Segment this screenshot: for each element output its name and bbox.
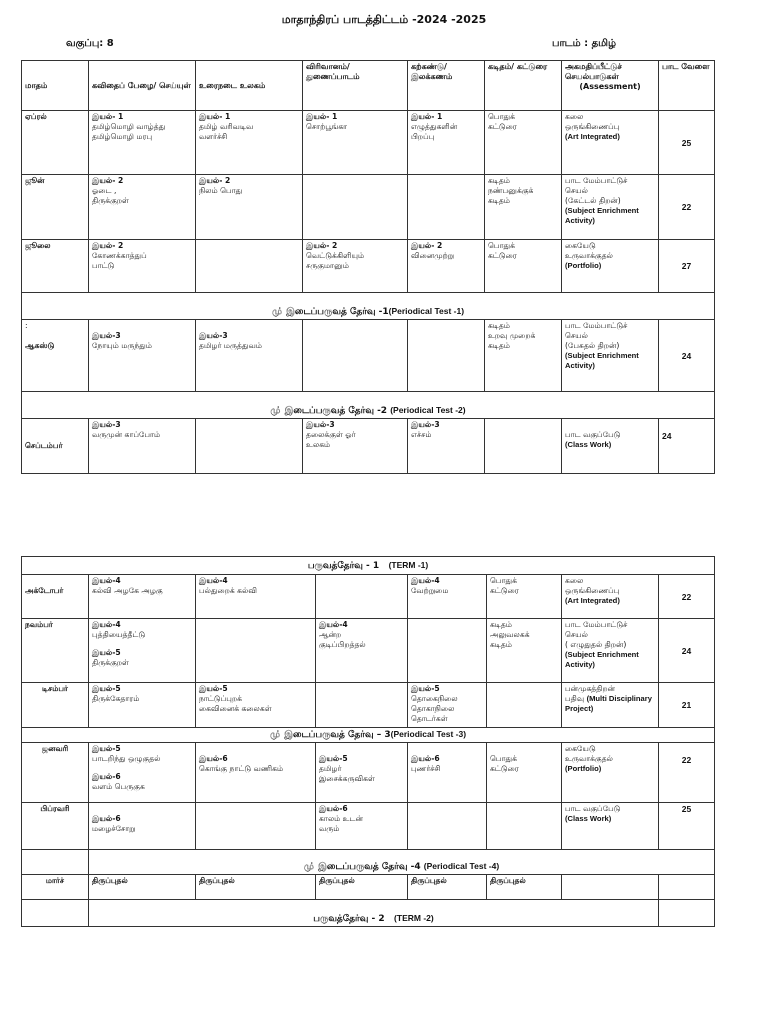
supplementary-cell (316, 683, 408, 728)
month-cell: நவம்பர் (22, 619, 89, 683)
term-1: பருவத்தேர்வு - 1 (TERM -1) (22, 557, 715, 575)
term-2: பருவத்தேர்வு - 2 (TERM -2) (89, 900, 659, 927)
assessment-cell: கலை ஒருங்கிணைப்பு (Art Integrated) (562, 575, 659, 619)
header-month: மாதம் (22, 61, 89, 111)
grammar-cell: இயல்-5 தொகைநிலை தொகாநிலை தொடர்கள் (408, 683, 487, 728)
periods-cell: 24 (659, 320, 715, 392)
month-cell: மார்ச் (22, 875, 89, 900)
poem-cell: இயல்-3 வருமுன் காப்போம் (89, 419, 196, 474)
periods-cell: 27 (659, 240, 715, 293)
table-row (22, 743, 715, 803)
header-assessment-en: (Assessment) (579, 82, 641, 91)
periods-cell: 22 (659, 175, 715, 240)
poem-cell: இயல்-4 கல்வி அழகே அழகு (89, 575, 196, 619)
supplementary-cell: திருப்புதல் (316, 875, 408, 900)
periodical-test-1: மு் இடைப்பருவத் தேர்வு -1(Periodical Test -1) (22, 293, 715, 320)
supplementary-cell: இயல்-3 தலைக்குள் ஓர் உலகம் (303, 419, 408, 474)
table-row (22, 619, 715, 683)
class-label: வகுப்பு: 8 (66, 38, 114, 49)
month-cell: ஜூலை (22, 240, 89, 293)
prose-cell: இயல்-3 தமிழர் மருத்துவம் (196, 320, 303, 392)
supplementary-cell (303, 320, 408, 392)
supplementary-cell: இயல்-6 காலம் உடன் வரும் (316, 803, 408, 850)
periods-cell: 24 (659, 619, 715, 683)
letter-cell (485, 419, 562, 474)
poem-cell: இயல்-5 திருக்கேதாரம் (89, 683, 196, 728)
assessment-cell: கையேடு உருவாக்குதல் (Portfolio) (562, 743, 659, 803)
grammar-cell: இயல்- 1 எழுத்துகளின் பிறப்பு (408, 111, 485, 175)
letter-cell (487, 803, 562, 850)
poem-cell: திருப்புதல் (89, 875, 196, 900)
table-row (22, 875, 715, 900)
supplementary-cell: இயல்-5 தமிழர் இசைக்கருவிகள் (316, 743, 408, 803)
table-row (22, 683, 715, 728)
header-assessment-ta: அகமதிப்பீட்டுச் செயல்பாடுகள் (565, 62, 622, 81)
poem-cell: இயல்- 2 கோணக்காத்துப் பாட்டு (89, 240, 196, 293)
header-periods: பாட வேளை (659, 61, 715, 111)
periods-cell: 21 (659, 683, 715, 728)
periodical-test-4: மு் இடைப்பருவத் தேர்வு -4 (Periodical Test -4) (89, 850, 715, 875)
grammar-cell: இயல்-3 எச்சம் (408, 419, 485, 474)
assessment-cell: கலை ஒருங்கிணைப்பு (Art Integrated) (562, 111, 659, 175)
month-cell: அக்டோபர் (22, 575, 89, 619)
poem-cell: இயல்-3 நோயும் மருந்தும் (89, 320, 196, 392)
periodical-test-3: மு் இடைப்பருவத் தேர்வு – 3(Periodical Test -3) (22, 728, 715, 743)
periodical-test-row (22, 392, 715, 419)
periods-cell: 24 (659, 419, 715, 474)
periodical-test-2: மு் இடைப்பருவத் தேர்வு -2 (Periodical Test -2) (22, 392, 715, 419)
header-assessment (562, 61, 659, 111)
poem-cell: இயல்-4 புத்தியைத்தீட்டு இயல்-5 திருக்குறள் (89, 619, 196, 683)
assessment-cell: பாட வகுப்பேடு (Class Work) (562, 419, 659, 474)
header-letter: கடிதம்/ கட்டுரை (485, 61, 562, 111)
prose-cell: இயல்-5 நாட்டுப்புறக் கைவினைக் கலைகள் (196, 683, 316, 728)
periodical-test-row (22, 728, 715, 743)
letter-cell: கடிதம் அலுவலகக் கடிதம் (487, 619, 562, 683)
page-title: மாதாந்திரப் பாடத்திட்டம் -2024 -2025 (281, 13, 487, 26)
periods-cell: 22 (659, 575, 715, 619)
header-grammar: கற்கண்டு/ இலக்கணம் (408, 61, 485, 111)
assessment-cell: பன்முகத்திறன் பதிவு (Multi Disciplinary Project) (562, 683, 659, 728)
header-row (22, 61, 715, 111)
periods-cell: 22 (659, 743, 715, 803)
supplementary-cell: இயல்- 1 சொற்பூங்கா (303, 111, 408, 175)
assessment-cell: கையேடு உருவாக்குதல் (Portfolio) (562, 240, 659, 293)
letter-cell: திருப்புதல் (487, 875, 562, 900)
supplementary-cell (303, 175, 408, 240)
prose-cell (196, 419, 303, 474)
periods-cell (659, 875, 715, 900)
letter-cell (487, 683, 562, 728)
periods-cell: 25 (659, 111, 715, 175)
month-cell: டிசம்பர் (22, 683, 89, 728)
month-cell: பிப்ரவரி (22, 803, 89, 850)
header-supplementary: விரிவானம்/ துணைப்பாடம் (303, 61, 408, 111)
prose-cell: இயல்- 2 நிலம் பொது (196, 175, 303, 240)
grammar-cell (408, 803, 487, 850)
grammar-cell (408, 619, 487, 683)
header-prose: உரைநடை உலகம் (196, 61, 303, 111)
prose-cell: இயல்-6 கொங்கு நாட்டு வணிகம் (196, 743, 316, 803)
table-row (22, 320, 715, 392)
letter-cell: பொதுக் கட்டுரை (485, 111, 562, 175)
table-row (22, 575, 715, 619)
month-cell: : ஆகஸ்டு (22, 320, 89, 392)
month-cell: ஜூன் (22, 175, 89, 240)
schedule-table-1 (21, 60, 715, 474)
grammar-cell (408, 175, 485, 240)
poem-cell: இயல்- 1 தமிழ்மொழி வாழ்த்து தமிழ்மொழி மரபு (89, 111, 196, 175)
supplementary-cell (316, 575, 408, 619)
prose-cell (196, 619, 316, 683)
header-poem: கவிதைப் பேழை/ செய்யுள் (89, 61, 196, 111)
prose-cell (196, 803, 316, 850)
periodical-test-row (22, 293, 715, 320)
table-row (22, 175, 715, 240)
assessment-cell (562, 875, 659, 900)
assessment-cell: பாட வகுப்பேடு (Class Work) (562, 803, 659, 850)
term-row (22, 900, 715, 927)
table-row (22, 240, 715, 293)
table-row (22, 111, 715, 175)
month-cell: ஏப்ரல் (22, 111, 89, 175)
grammar-cell (408, 320, 485, 392)
letter-cell: கடிதம் உறவு முறைக் கடிதம் (485, 320, 562, 392)
periodical-test-row (22, 850, 715, 875)
subject-label: பாடம் : தமிழ் (552, 38, 617, 49)
letter-cell: பொதுக் கட்டுரை (485, 240, 562, 293)
prose-cell (196, 240, 303, 293)
table-row (22, 419, 715, 474)
blank-cell (22, 850, 89, 875)
letter-cell: கடிதம் நண்பனுக்குக் கடிதம் (485, 175, 562, 240)
grammar-cell: இயல்- 2 வினைமுற்று (408, 240, 485, 293)
grammar-cell: இயல்-6 புணர்ச்சி (408, 743, 487, 803)
supplementary-cell: இயல்- 2 வெட்டுக்கிளியும் சருகுமானும் (303, 240, 408, 293)
term-row (22, 557, 715, 575)
prose-cell: இயல்-4 பல்துறைக் கல்வி (196, 575, 316, 619)
letter-cell: பொதுக் கட்டுரை (487, 575, 562, 619)
assessment-cell: பாட மேம்பாட்டுச் செயல் (பேசுதல் திறன்) (Subject Enrichment Activity) (562, 320, 659, 392)
prose-cell: இயல்- 1 தமிழ் வரிவடிவ வளர்ச்சி (196, 111, 303, 175)
poem-cell: இயல்- 2 ஓடை , திருக்குறள் (89, 175, 196, 240)
grammar-cell: திருப்புதல் (408, 875, 487, 900)
supplementary-cell: இயல்-4 ஆன்ற குடிப்பிறத்தல் (316, 619, 408, 683)
table-row (22, 803, 715, 850)
periods-cell: 25 (659, 803, 715, 850)
blank-cell (659, 900, 715, 927)
poem-cell: இயல்-5 பாடறிந்து ஒழுகுதல் இயல்-6 வளம் பெருகுக (89, 743, 196, 803)
assessment-cell: பாட மேம்பாட்டுச் செயல் (கேட்டல் திறன்) (Subject Enrichment Activity) (562, 175, 659, 240)
letter-cell: பொதுக் கட்டுரை (487, 743, 562, 803)
prose-cell: திருப்புதல் (196, 875, 316, 900)
grammar-cell: இயல்-4 வேற்றுமை (408, 575, 487, 619)
month-cell: செப்டம்பர் (22, 419, 89, 474)
poem-cell: இயல்-6 மழைச்சோறு (89, 803, 196, 850)
month-cell: ஜனவரி (22, 743, 89, 803)
assessment-cell: பாட மேம்பாட்டுச் செயல் ( எழுதுதல் திறன்) (Subject Enrichment Activity) (562, 619, 659, 683)
schedule-table-2 (21, 556, 715, 927)
blank-cell (22, 900, 89, 927)
